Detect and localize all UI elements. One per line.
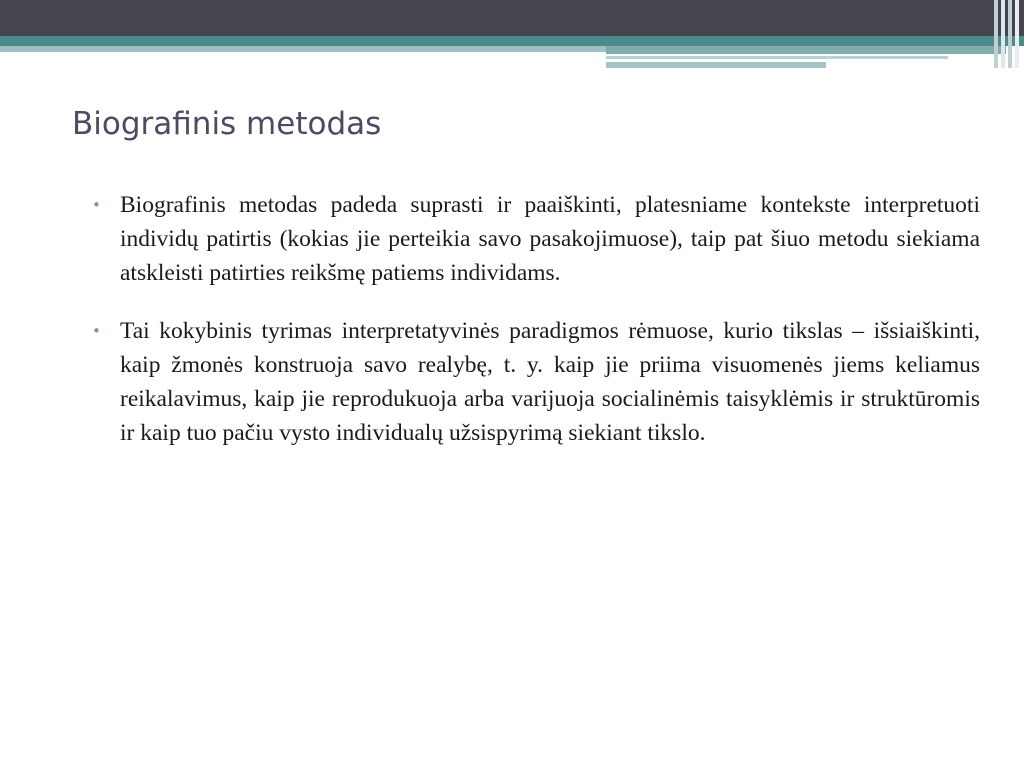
header-stripe (1001, 0, 1005, 68)
header-accent-line (606, 46, 1006, 54)
bullet-list (92, 188, 980, 474)
header-corner-stripes (994, 0, 1024, 68)
header-dark-band (0, 0, 1024, 36)
header-stripe (1015, 0, 1019, 68)
header-stripe (994, 0, 998, 68)
header-stripe (1008, 0, 1012, 68)
header-accent-line (0, 46, 606, 52)
bullet-text: Biografinis metodas padeda suprasti ir paaiškinti, platesniame kontekste interpretuoti individų patirtis (kokias jie perteikia savo pasakojimuose), taip pat šiuo metodu siekiama atskleisti patirties reikšmę patiems individams. (120, 192, 980, 286)
bullet-item (92, 314, 980, 450)
bullet-marker: • (92, 322, 101, 340)
bullet-text: Tai kokybinis tyrimas interpretatyvinės paradigmos rėmuose, kurio tikslas – išsiaiškinti, kaip žmonės konstruoja savo realybę, t. y. kaip jie priima visuomenės jiems keliamus reikalavimus, kaip jie reprodukuoja arba varijuoja socialinėmis taisyklėmis ir struktūromis ir kaip tuo pačiu vysto individualų užsispyrimą siekiant tikslo. (120, 318, 980, 446)
slide-title: Biografinis metodas (72, 106, 382, 142)
header-accent-line (606, 56, 948, 59)
bullet-marker: • (92, 196, 101, 214)
bullet-item (92, 188, 980, 290)
header-accent-line (606, 62, 826, 68)
header-teal-band (0, 36, 1024, 46)
